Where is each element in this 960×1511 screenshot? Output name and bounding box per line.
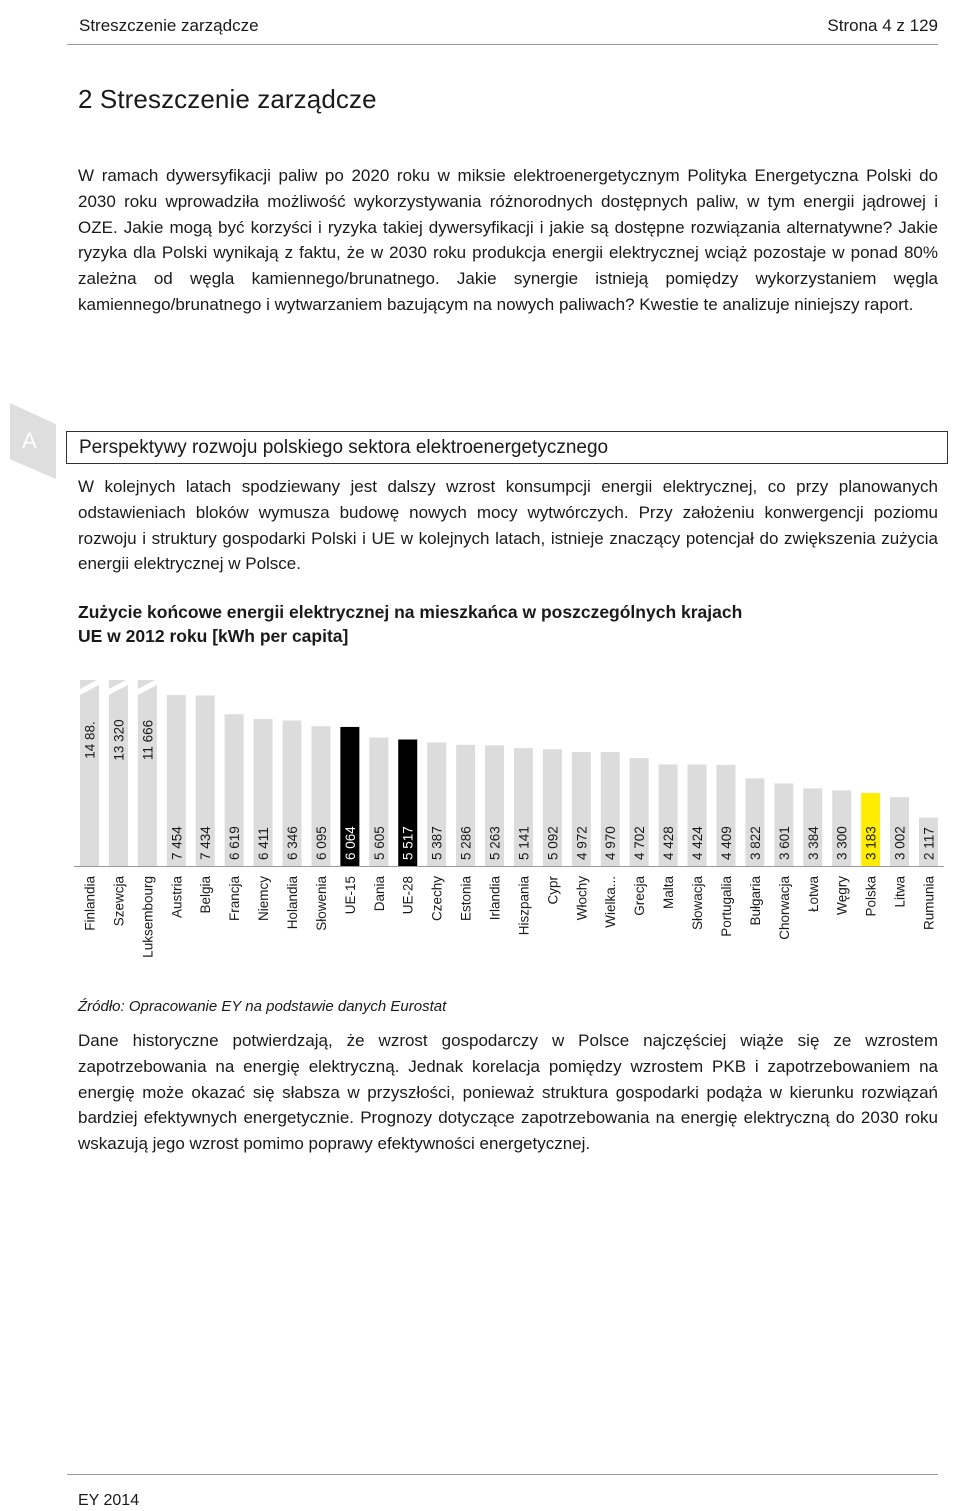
category-label: Belgia <box>198 876 214 914</box>
bar-group <box>485 745 504 920</box>
bar-luksembourg <box>138 680 157 866</box>
chapter-heading: 2 Streszczenie zarządcze <box>78 84 377 114</box>
section-title: Perspektywy rozwoju polskiego sektora elektroenergetycznego <box>79 437 609 458</box>
intro-paragraph: W ramach dywersyfikacji paliw po 2020 roku w miksie elektroenergetycznym Polityka Energetyczna Polski do 2030 roku wprowadziła możliwość wykorzystywania różnorodnych dostępnych paliw, w tym energii jądrowej i OZE. Jakie mogą być korzyści i ryzyka takiej dywersyfikacji i jakie są dostępne rozwiązania alternatywne? Jakie ryzyka dla Polski wynikają z faktu, że w 2030 roku produkcja energii elektrycznej wciąż pozostaje w ponad 80% zależna od węgla kamiennego/brunatnego. Jakie synergie istnieją pomiędzy wykorzystaniem węgla kamiennego/brunatnego i wytwarzaniem bazującym na nowych paliwach? Kwestie te analizuje niniejszy raport. <box>78 166 938 314</box>
bar-value-label: 3 183 <box>863 826 879 860</box>
category-label: Austria <box>169 876 185 919</box>
bar-group <box>254 719 273 921</box>
bar-group <box>543 749 562 904</box>
bar-value-label: 4 409 <box>718 826 734 860</box>
category-label: Słowacja <box>690 876 706 931</box>
category-label: Chorwacja <box>776 876 792 940</box>
bar-value-label: 5 387 <box>429 826 445 860</box>
bar-group <box>340 727 359 914</box>
bar-group <box>107 678 130 926</box>
category-label: Luksembourg <box>140 876 156 958</box>
bar-group <box>78 678 101 931</box>
footer-divider <box>67 1474 938 1475</box>
bar-group <box>369 737 388 911</box>
bar-value-label: 6 064 <box>342 826 358 860</box>
bar-group <box>716 765 735 937</box>
closing-paragraph: Dane historyczne potwierdzają, że wzrost gospodarczy w Polsce najczęściej wiąże się ze wzrostem zapotrzebowania na energię elektryczną. Jednak korelacja pomiędzy wzrostem PKB i zapotrzebowaniem na energię może okazać się słabsza w przyszłości, ponieważ struktura gospodarki podąża w kierunku rozwiązań bardziej efektywnych energetycznie. Prognozy dotyczące zapotrzebowania na energię elektryczną do 2030 roku wskazują jego wzrost pomimo poprawy efektywności energetycznej. <box>78 1031 938 1154</box>
category-label: Polska <box>863 876 879 917</box>
bar-value-label: 11 666 <box>140 719 156 761</box>
category-label: Niemcy <box>256 876 272 922</box>
category-label: Portugalia <box>718 876 734 937</box>
bar-group <box>427 742 446 921</box>
bar-value-label: 5 141 <box>516 826 532 860</box>
category-label: Grecja <box>632 876 648 916</box>
category-label: Czechy <box>429 876 445 922</box>
bar-value-label: 7 454 <box>169 826 185 860</box>
bar-group <box>774 783 793 939</box>
category-label: Włochy <box>574 876 590 921</box>
bar-group <box>398 739 417 914</box>
bar-szewcja <box>109 680 128 866</box>
header-section-title: Streszczenie zarządcze <box>79 16 259 35</box>
bar-group <box>919 817 938 930</box>
category-label: UE-15 <box>342 876 358 915</box>
bar-value-label: 5 286 <box>458 826 474 860</box>
bar-group <box>601 752 620 928</box>
bar-value-label: 5 605 <box>371 826 387 860</box>
bar-group <box>311 726 330 931</box>
chart-title-line2: UE w 2012 roku [kWh per capita] <box>78 626 349 646</box>
bar-value-label: 4 428 <box>661 826 677 860</box>
page-footer: EY 2014 <box>78 1492 140 1509</box>
bar-value-label: 6 346 <box>285 826 301 860</box>
category-label: Bułgaria <box>747 876 763 926</box>
bar-value-label: 6 411 <box>256 827 272 860</box>
bar-group <box>167 695 186 918</box>
category-label: Litwa <box>892 876 908 908</box>
category-label: Estonia <box>458 876 474 922</box>
bar-value-label: 4 970 <box>603 826 619 860</box>
bar-value-label: 4 972 <box>574 826 590 860</box>
category-label: Dania <box>371 876 387 912</box>
category-label: Finlandia <box>82 876 98 931</box>
bar-value-label: 2 117 <box>921 827 937 860</box>
bar-group <box>136 678 159 958</box>
bar-group <box>630 758 649 916</box>
page-number: Strona 4 z 129 <box>827 16 938 35</box>
category-label: Holandia <box>285 876 301 930</box>
bar-value-label: 4 702 <box>632 826 648 860</box>
bar-value-label: 5 517 <box>400 826 416 860</box>
category-label: Wielka... <box>603 876 619 928</box>
category-label: Słowenia <box>313 876 329 931</box>
category-label: Szewcja <box>111 876 127 927</box>
bar-value-label: 6 095 <box>313 826 329 860</box>
chart-source: Źródło: Opracowanie EY na podstawie danych Eurostat <box>78 998 447 1015</box>
bar-value-label: 4 424 <box>690 826 706 860</box>
bar-value-label: 7 434 <box>198 826 214 860</box>
category-label: UE-28 <box>400 876 416 915</box>
bar-group <box>861 793 880 917</box>
bar-group <box>803 788 822 912</box>
bar-group <box>745 778 764 925</box>
category-label: Hiszpania <box>516 876 532 936</box>
section-paragraph: W kolejnych latach spodziewany jest dalszy wzrost konsumpcji energii elektrycznej, co przy planowanych odstawieniach bloków wymusza budowę nowych mocy wytwórczych. Przy założeniu konwergencji poziomu rozwoju i struktury gospodarki Polski i UE w kolejnych latach, istnieje znaczący potencjał do zwiększenia zużycia energii elektrycznej w Polsce. <box>78 477 938 574</box>
category-label: Łotwa <box>805 876 821 913</box>
section-title-box <box>66 431 948 464</box>
chart-title-line1: Zużycie końcowe energii elektrycznej na mieszkańca w poszczególnych krajach <box>78 602 743 622</box>
bar-value-label: 3 822 <box>747 826 763 860</box>
category-label: Węgry <box>834 876 850 916</box>
category-label: Francja <box>227 876 243 922</box>
category-label: Rumunia <box>921 876 937 931</box>
bar-group <box>196 696 215 914</box>
bar-group <box>225 714 244 921</box>
bar-value-label: 3 002 <box>892 826 908 860</box>
page-header <box>67 0 938 45</box>
bar-value-label: 14 88. <box>82 721 98 759</box>
consumption-bar-chart <box>60 660 950 990</box>
bar-value-label: 13 320 <box>111 719 127 761</box>
chart-title <box>78 600 938 648</box>
bar-value-label: 3 601 <box>776 826 792 860</box>
bar-value-label: 5 263 <box>487 826 503 860</box>
category-label: Malta <box>661 876 677 910</box>
bar-group <box>283 720 302 929</box>
bar-value-label: 5 092 <box>545 826 561 860</box>
bar-group <box>514 748 533 935</box>
category-label: Irlandia <box>487 876 503 921</box>
bar-value-label: 6 619 <box>227 826 243 860</box>
bar-finlandia <box>80 680 99 866</box>
bar-group <box>832 790 851 915</box>
bar-group <box>659 764 678 909</box>
bar-group <box>688 765 707 930</box>
bar-group <box>890 797 909 907</box>
category-label: Cypr <box>545 876 561 905</box>
bar-group <box>456 745 475 921</box>
bar-value-label: 3 384 <box>805 826 821 860</box>
section-letter: A <box>22 428 37 453</box>
bar-group <box>572 752 591 920</box>
bar-value-label: 3 300 <box>834 826 850 860</box>
